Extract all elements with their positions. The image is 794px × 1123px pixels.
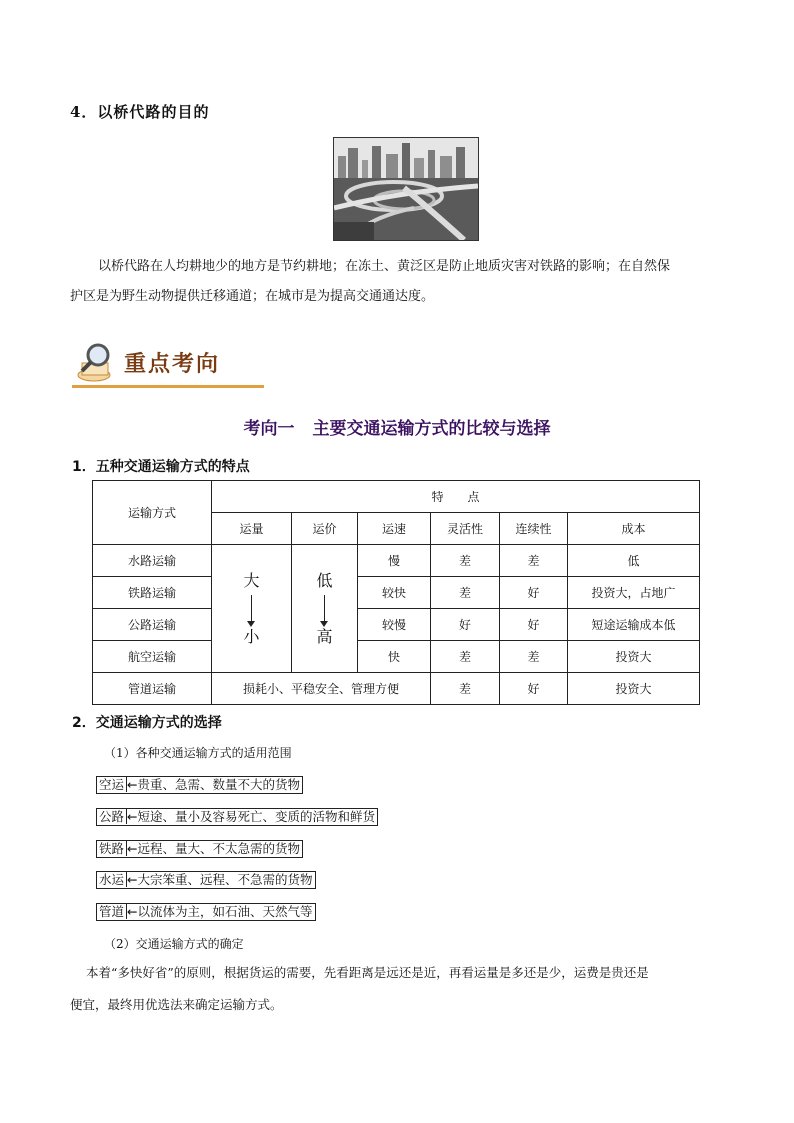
suitability-line: 水运 ←大宗笨重、远程、不急需的货物 bbox=[96, 871, 316, 889]
cell-merged: 损耗小、平稳安全、管理方便 bbox=[212, 673, 431, 705]
section-banner bbox=[72, 339, 264, 391]
paragraph-line: 护区是为野生动物提供迁移通道；在城市是为提高交通通达度。 bbox=[70, 289, 435, 304]
cell-flex: 差 bbox=[431, 577, 500, 609]
th-col: 运量 bbox=[212, 513, 292, 545]
down-arrow-icon bbox=[324, 595, 325, 625]
paragraph-line: 以桥代路在人均耕地少的地方是节约耕地；在冻土、黄泛区是防止地质灾害对铁路的影响；在自然保 bbox=[98, 259, 671, 274]
th-col: 运价 bbox=[292, 513, 358, 545]
banner-rule bbox=[72, 385, 264, 388]
cell-mode: 水路运输 bbox=[93, 545, 212, 577]
cell-mode: 管道运输 bbox=[93, 673, 212, 705]
th-col: 成本 bbox=[568, 513, 700, 545]
transport-table bbox=[92, 480, 700, 705]
cell-cost: 投资大 bbox=[568, 673, 700, 705]
suitability-line: 空运 ←贵重、急需、数量不大的货物 bbox=[96, 776, 303, 794]
th-features: 特 点 bbox=[212, 481, 700, 513]
banner-title: 重点考向 bbox=[124, 352, 221, 377]
cell-mode: 航空运输 bbox=[93, 641, 212, 673]
cell-cont: 差 bbox=[500, 641, 568, 673]
suitability-line: 管道 ←以流体为主，如石油、天然气等 bbox=[96, 903, 316, 921]
suitability-line: 公路 ←短途、量小及容易死亡、变质的活物和鲜货 bbox=[96, 808, 378, 826]
cell-speed: 快 bbox=[358, 641, 431, 673]
subheading-2-1: （1）各种交通运输方式的适用范围 bbox=[104, 746, 292, 760]
cell-cont: 好 bbox=[500, 609, 568, 641]
cell-mode: 公路运输 bbox=[93, 609, 212, 641]
cell-price: 低 高 bbox=[292, 545, 358, 673]
cell-cont: 好 bbox=[500, 673, 568, 705]
subheading-2-2: （2）交通运输方式的确定 bbox=[104, 937, 244, 951]
paragraph-line: 本着“多快好省”的原则，根据货运的需要，先看距离是远还是近，再看运量是多还是少，运费是贵还是 bbox=[86, 965, 649, 980]
cell-speed: 较慢 bbox=[358, 609, 431, 641]
th-col: 运速 bbox=[358, 513, 431, 545]
cell-speed: 较快 bbox=[358, 577, 431, 609]
cell-speed: 慢 bbox=[358, 545, 431, 577]
cell-cost: 低 bbox=[568, 545, 700, 577]
cell-flex: 差 bbox=[431, 673, 500, 705]
subheading-1: 1．五种交通运输方式的特点 bbox=[72, 459, 250, 475]
cell-cont: 好 bbox=[500, 577, 568, 609]
cell-mode: 铁路运输 bbox=[93, 577, 212, 609]
th-col: 连续性 bbox=[500, 513, 568, 545]
paragraph-line: 便宜，最终用优选法来确定运输方式。 bbox=[70, 997, 283, 1012]
heading-4: 4．以桥代路的目的 bbox=[70, 103, 210, 121]
down-arrow-icon bbox=[251, 595, 252, 625]
suitability-line: 铁路 ←远程、量大、不太急需的货物 bbox=[96, 840, 303, 858]
overpass-photo bbox=[333, 137, 479, 241]
cell-flex: 好 bbox=[431, 609, 500, 641]
cell-volume: 大 小 bbox=[212, 545, 292, 673]
section-title: 考向一 主要交通运输方式的比较与选择 bbox=[243, 419, 551, 439]
th-mode: 运输方式 bbox=[93, 481, 212, 545]
th-col: 灵活性 bbox=[431, 513, 500, 545]
cell-cont: 差 bbox=[500, 545, 568, 577]
magnifier-icon bbox=[72, 339, 124, 387]
subheading-2: 2．交通运输方式的选择 bbox=[72, 715, 222, 731]
cell-flex: 差 bbox=[431, 641, 500, 673]
cell-flex: 差 bbox=[431, 545, 500, 577]
cell-cost: 短途运输成本低 bbox=[568, 609, 700, 641]
cell-cost: 投资大，占地广 bbox=[568, 577, 700, 609]
cell-cost: 投资大 bbox=[568, 641, 700, 673]
